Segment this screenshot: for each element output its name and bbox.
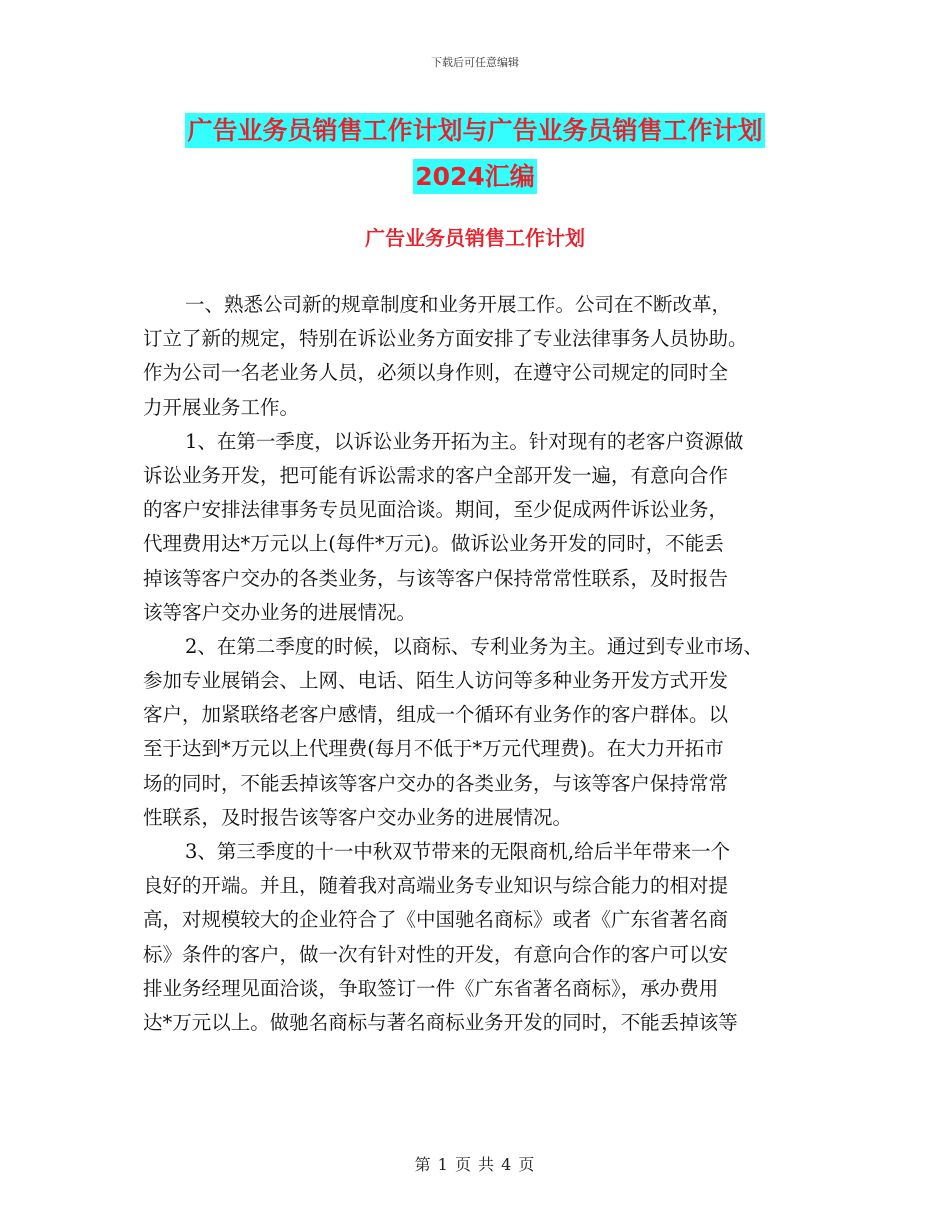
title-highlight-2: 2024汇编 [413,159,537,194]
text-line: 良好的开端。并且，随着我对高端业务专业知识与综合能力的相对提 [143,874,729,898]
text-line: 性联系，及时报告该等客户交办业务的进展情况。 [143,805,573,829]
text-line: 掉该等客户交办的各类业务，与该等客户保持常常性联系，及时报告 [143,566,729,590]
paragraph-4 [143,835,833,1040]
text-line: 达*万元以上。做驰名商标与著名商标业务开发的同时，不能丢掉该等 [143,1010,738,1034]
paragraph-1 [143,288,833,425]
text-line: 2、在第二季度的时候，以商标、专利业务为主。通过到专业市场、 [185,634,763,658]
text-line: 诉讼业务开发，把可能有诉讼需求的客户全部开发一遍，有意向合作 [143,463,729,487]
text-line: 至于达到*万元以上代理费(每月不低于*万元代理费)。在大力开拓市 [143,737,724,761]
text-line: 的客户安排法律事务专员见面洽谈。期间，至少促成两件诉讼业务， [143,498,729,522]
document-title-line-1 [0,108,950,154]
text-line: 排业务经理见面洽谈，争取签订一件《广东省著名商标》，承办费用 [143,976,719,1000]
text-line: 代理费用达*万元以上(每件*万元)。做诉讼业务开发的同时，不能丢 [143,532,724,556]
title-highlight-1: 广告业务员销售工作计划与广告业务员销售工作计划 [185,113,764,148]
text-line: 1、在第一季度，以诉讼业务开拓为主。针对现有的老客户资源做 [185,429,744,453]
document-title [0,108,950,200]
text-line: 客户，加紧联络老客户感情，组成一个循环有业务作的客户群体。以 [143,703,729,727]
text-line: 订立了新的规定，特别在诉讼业务方面安排了专业法律事务人员协助。 [143,327,748,351]
paragraph-2 [143,425,833,630]
body-text [143,288,833,1040]
text-line: 标》条件的客户，做一次有针对性的开发，有意向合作的客户可以安 [143,942,729,966]
document-title-line-2 [0,154,950,200]
text-line: 该等客户交办业务的进展情况。 [143,600,417,624]
text-line: 场的同时，不能丢掉该等客户交办的各类业务，与该等客户保持常常 [143,771,729,795]
paragraph-3 [143,630,833,835]
text-line: 力开展业务工作。 [143,395,300,419]
text-line: 一、熟悉公司新的规章制度和业务开展工作。公司在不断改革， [185,293,732,316]
text-line: 3、第三季度的十一中秋双节带来的无限商机,给后半年带来一个 [185,840,731,863]
text-line: 高，对规模较大的企业符合了《中国驰名商标》或者《广东省著名商 [143,908,729,932]
page-footer: 第 1 页 共 4 页 [414,1155,536,1174]
text-line: 作为公司一名老业务人员，必须以身作则，在遵守公司规定的同时全 [143,361,729,385]
text-line: 参加专业展销会、上网、电话、陌生人访问等多种业务开发方式开发 [143,669,729,693]
header-note: 下载后可任意编辑 [431,56,519,69]
section-title: 广告业务员销售工作计划 [365,226,585,250]
